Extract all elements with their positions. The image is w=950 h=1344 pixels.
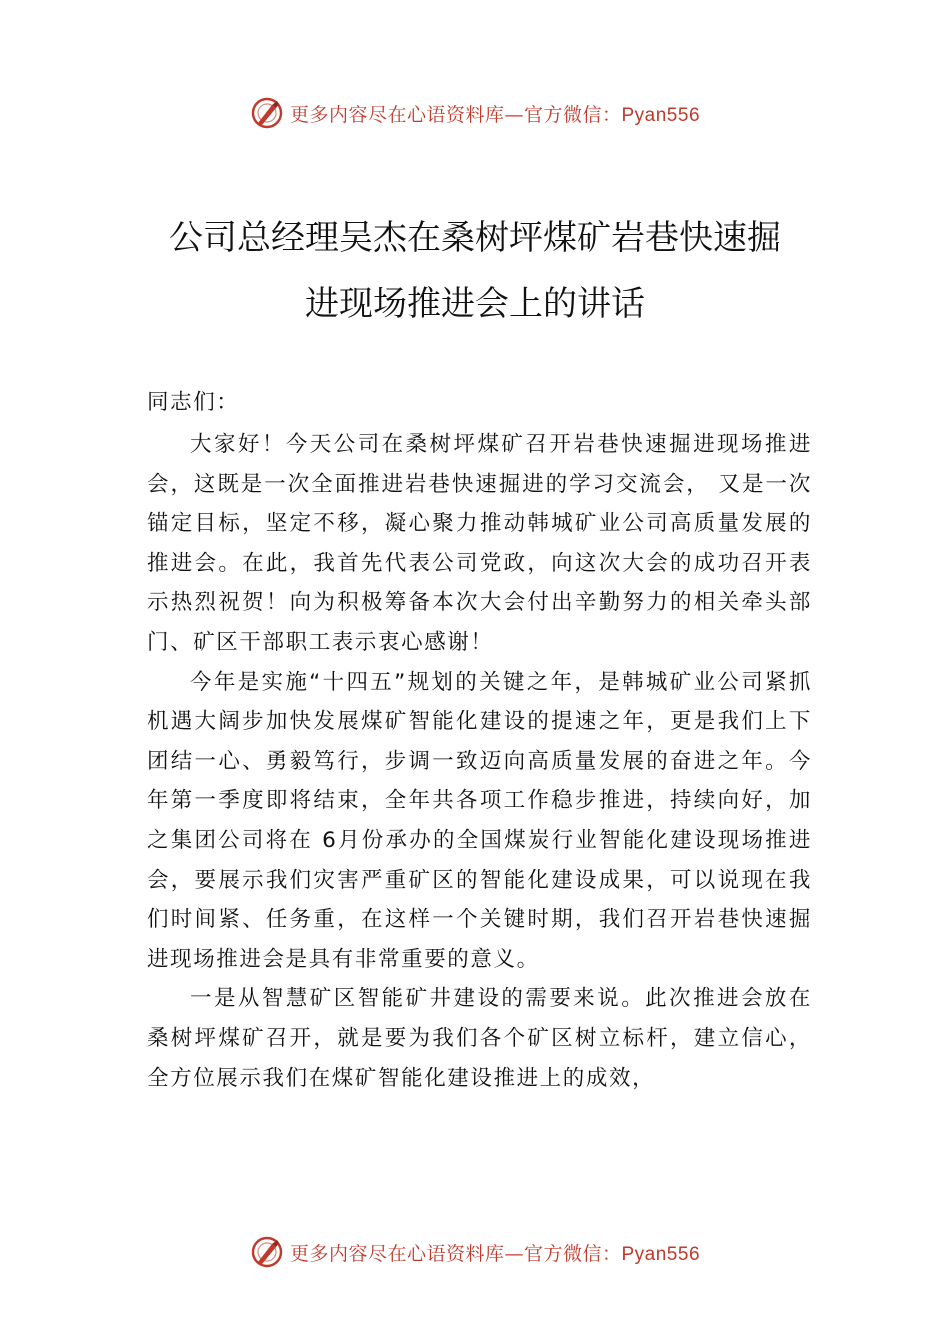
banner-site-name: 更多内容尽在心语资料库 [289,103,505,126]
banner-text [290,100,700,127]
paragraph: 一是从智慧矿区智能矿井建设的需要来说。此次推进会放在桑树坪煤矿召开，就是要为我们各个矿区树立标杆，建立信心，全方位展示我们在煤矿智能化建设推进上的成效， [147,986,812,1091]
pen-nib-logo-icon [250,96,284,130]
banner-wechat-id: Pyan556 [621,1243,701,1265]
document-title-line-1: 公司总经理吴杰在桑树坪煤矿岩巷快速掘 [169,218,781,258]
document-body [147,425,812,1098]
banner-separator: — [504,103,524,126]
paragraph: 大家好！今天公司在桑树坪煤矿召开岩巷快速掘进现场推进会，这既是一次全面推进岩巷快速掘进的学习交流会， 又是一次锚定目标，坚定不移，凝心聚力推动韩城矿业公司高质量发展的推进会。在此，我首先代表公司党政，向这次大会的成功召开表示热烈祝贺！向为积极筹备本次大会付出辛勤努力的相关牵头部门、矿区干部职工表示衷心感谢！ [147,432,812,655]
banner-wechat-label: 官方微信： [523,1242,622,1265]
banner-wechat-label: 官方微信： [523,103,622,126]
banner-site-name: 更多内容尽在心语资料库 [289,1242,505,1265]
document-title-line-2: 进现场推进会上的讲话 [305,284,645,324]
footer-banner[interactable] [0,1232,950,1272]
banner-wechat-id: Pyan556 [621,104,701,126]
header-banner[interactable] [0,93,950,133]
banner-separator: — [504,1242,524,1265]
banner-text [290,1239,700,1266]
pen-nib-logo-icon [250,1235,284,1269]
salutation: 同志们： [147,390,240,415]
paragraph: 今年是实施“十四五”规划的关键之年，是韩城矿业公司紧抓机遇大阔步加快发展煤矿智能化建设的提速之年，更是我们上下团结一心、勇毅笃行，步调一致迈向高质量发展的奋进之年。今年第一季度即将结束，全年共各项工作稳步推进，持续向好，加之集团公司将在 6月份承办的全国煤炭行业智能化建设现场推进会，要展示我们灾害严重矿区的智能化建设成果，可以说现在我们时间紧、任务重，在这样一个关键时期，我们召开岩巷快速掘进现场推进会是具有非常重要的意义。 [147,669,812,972]
